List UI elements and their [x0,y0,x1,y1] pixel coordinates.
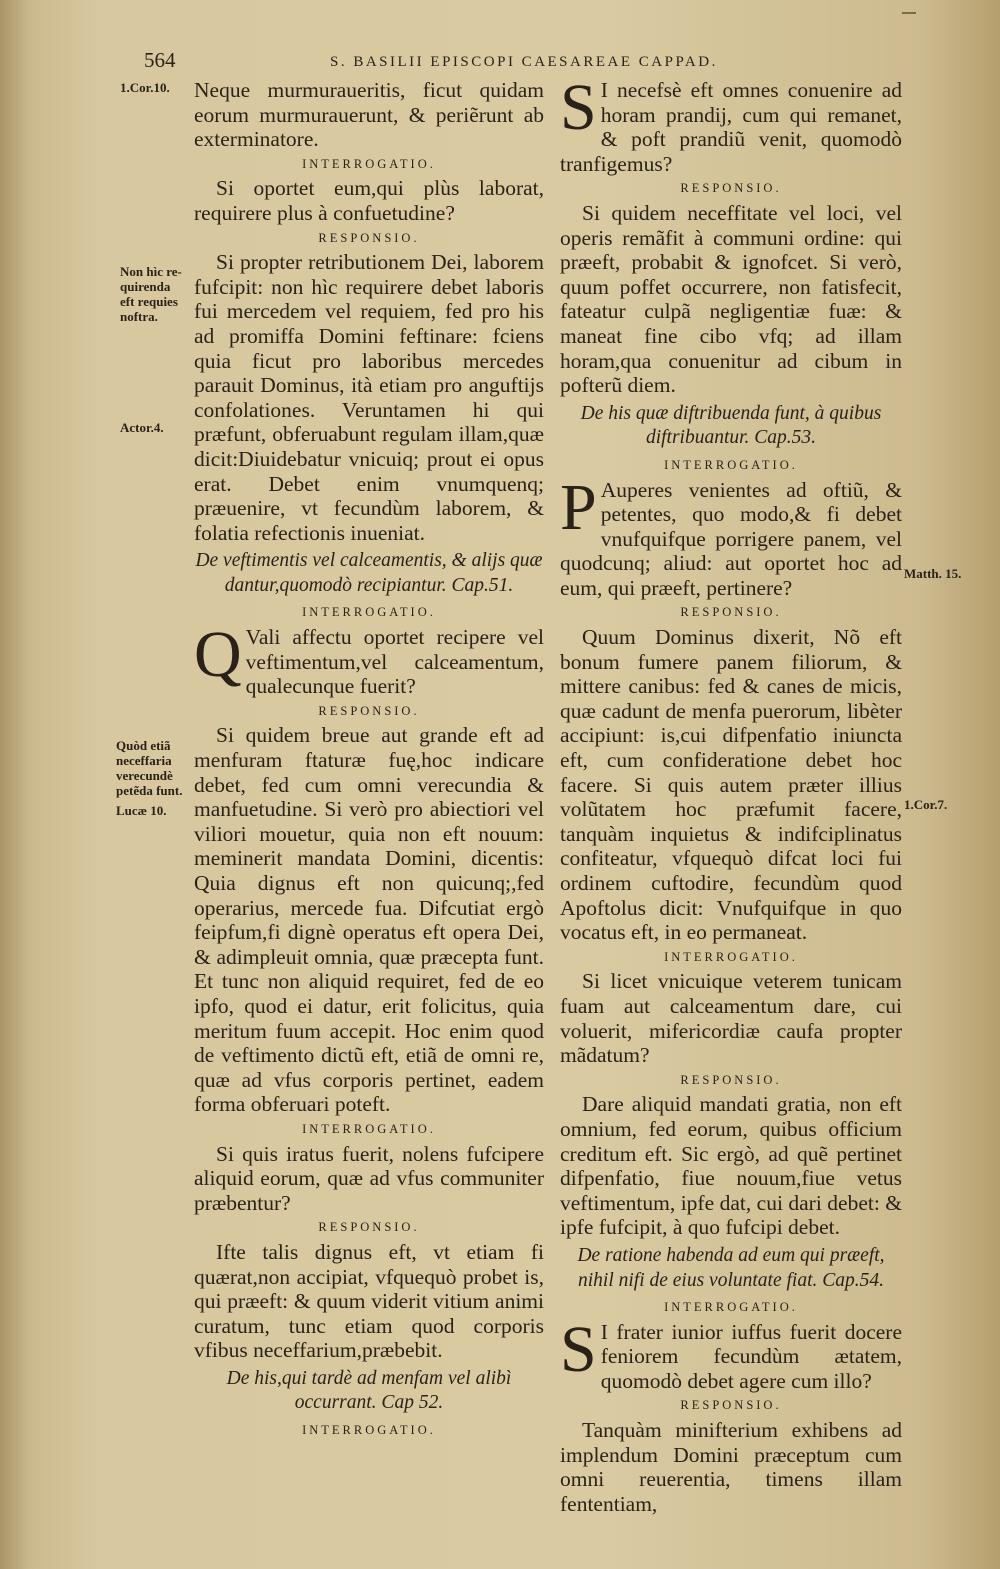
paragraph: Neque murmuraueritis, ficut quidam eorum murmurauerunt, & periẽrunt ab exterminatore. [194,78,544,152]
section-label: INTERROGATIO. [664,1300,798,1315]
paragraph-text: Auperes venientes ad oftiũ, & petentes, quo modo,& fi debet vnufquifque porrigere panem, vel quodcunq; aliud: aut oportet hoc ad eum, qui præeft, pertinere? [560,477,902,600]
section-label: RESPONSIO. [680,1398,782,1413]
chapter-caption: De his,qui tardè ad menfam vel alibì occurrant. Cap 52. [226,1367,512,1414]
paragraph: Si oportet eum,qui plùs laborat, requirere plus à confuetudine? [194,176,544,225]
paragraph: Dare aliquid mandati gratia, non eft omnium, fed eorum, quibus officium creditum eft. Sic ergò, ad quẽ pertinet difpenfatio, fiue nouum,fiue vetus veftimentum, ipfe dat, cui dari debet: & ipfe fufcipit, à quo fufcipi debet. [560,1092,902,1240]
section-label: RESPONSIO. [680,181,782,196]
paragraph: Tanquàm minifterium exhibens ad implendum Domini præceptum cum omni reuerentia, timens illam fententiam, [560,1418,902,1516]
section-label: RESPONSIO. [318,703,420,718]
drop-capital: Q [194,618,242,692]
margin-note-lucae10: Lucæ 10. [116,803,167,818]
right-column [560,71,902,1516]
page-header [144,48,944,78]
chapter-caption: De ratione habenda ad eum qui præeft, nihil nifi de eius voluntate fiat. Cap.54. [577,1244,885,1291]
section-label: INTERROGATIO. [664,457,798,472]
page-corner-mark [902,12,916,14]
margin-note-matth15: Matth. 15. [904,566,962,581]
margin-note-nonhic: Non hìc re- quirenda eft requies noftra. [120,264,182,324]
paragraph: Quum Dominus dixerit, Nõ eft bonum fumere panem filiorum, & mittere canibus: fed & canes de micis, quæ cadunt de menfa puerorum, libèter accipiunt: is,cui difpenfatio iniuncta eft, cum confideratione debet hoc facere. Si quis autem præter illius volũtatem hoc præfumit facere, tanquàm inquietus & indifciplinatus confiteatur, vfquequò difcat loci fui ordinem cuftodire, fecundùm quod Apoftolus dicit: Vnufquifque in quo vocatus eft, in eo permaneat. [560,625,902,945]
paragraph [560,71,902,176]
page-number: 564 [144,48,176,72]
drop-capital: S [560,71,597,144]
section-label: RESPONSIO. [680,1072,782,1087]
margin-note-quod: Quòd etiã neceffaria verecundè petẽda funt. [116,738,183,798]
left-column [194,78,544,1443]
section-label: RESPONSIO. [318,1220,420,1235]
paragraph-text: Vali affectu oportet recipere vel veftimentum,vel calceamentum, qualecunque fuerit? [245,625,544,699]
margin-note-cor7: 1.Cor.7. [904,797,948,812]
running-title: S. BASILII EPISCOPI CAESAREAE CAPPAD. [330,54,718,70]
paragraph-text: I necefsè eft omnes conuenire ad horam prandij, cum qui remanet, & poft prandiũ venit, quomodò tranfigemus? [560,78,902,176]
paragraph: Si quidem breue aut grande eft ad menfuram ftaturæ fuę,hoc indicare debet, fed cum omni verecundia & manfuetudine. Si verò pro abiectiori vel viliori mouetur, quia non eft nouum: meminerit mandata Domini, dicentis: Quia dignus eft non quicunq;,fed operarius, mercede fua. Difcutiat ergò feipfum,fi dignè operatus eft opera Dei, & adimpleuit omnia, quæ præcepta funt. Et tunc non aliquid requiret, fed de eo ipfo, quod ei datur, erit folicitus, quia meritum fuum accepit. Hoc enim quod de veftimento dictũ eft, etiã de omni re, quæ ad vfus corporis pertinet, eadem forma obferuari poteft. [194,723,544,1117]
paragraph: Si propter retributionem Dei, laborem fufcipit: non hìc requirere debet laboris fui mercedem vel requiem, fed pro his ad promiffa Domini feftinare: fciens quia ficut pro laboribus mercedes parauit Dominus, ità etiam pro anguftijs confolationes. Veruntamen hi qui præfunt, obferuabunt regulam illam,quæ dicit:Diuidebatur vnicuiq; prout ei opus erat. Debet enim vnumquenq; præuenire, vt fecundùm laborem, & folatia refectionis inueniat. [194,250,544,545]
drop-capital: P [560,470,597,544]
paragraph: Ifte talis dignus eft, vt etiam fi quærat,non accipiat, vfquequò probet is, qui præeft: & quum viderit vitium animi curatum, tunc etiam quod corporis vfibus neceffarium,præbebit. [194,1239,544,1363]
chapter-caption: De veftimentis vel calceamentis, & alijs quæ dantur,quomodò recipiantur. Cap.51. [195,550,543,596]
section-label: RESPONSIO. [318,230,420,245]
chapter-caption: De his quæ diftribuenda funt, à quibus diftribuantur. Cap.53. [580,402,882,449]
margin-note-cor10: 1.Cor.10. [120,80,170,95]
paragraph [560,470,902,601]
paragraph [194,618,544,699]
paragraph [560,1312,902,1394]
paragraph: Si quis iratus fuerit, nolens fufcipere aliquid eorum, quæ ad vfus communiter præbentur? [194,1141,544,1215]
section-label: INTERROGATIO. [302,156,436,171]
paragraph: Si quidem neceffitate vel loci, vel operis remãfit à communi ordine: qui præeft, probabit & ignofcet. Si verò, quum poffet occurrere, non fatisfecit, fateatur culpã negligentiæ fuæ: & maneat fine cibo vfq; ad illam horam,qua conuenitur ad cibum in pofterũ diem. [560,200,902,398]
margin-note-actor4: Actor.4. [120,420,164,435]
section-label: INTERROGATIO. [302,1423,436,1438]
section-label: INTERROGATIO. [664,949,798,964]
paragraph: Si licet vnicuique veterem tunicam fuam aut calceamentum dare, cui voluerit, mifericordiæ caufa propter mãdatum? [560,969,902,1068]
paragraph-text: I frater iunior iuffus fuerit docere feniorem fecundùm ætatem, quomodò debet agere cum illo? [600,1319,902,1393]
drop-capital: S [560,1312,597,1386]
section-label: RESPONSIO. [680,605,782,620]
section-label: INTERROGATIO. [302,605,436,620]
section-label: INTERROGATIO. [302,1121,436,1136]
